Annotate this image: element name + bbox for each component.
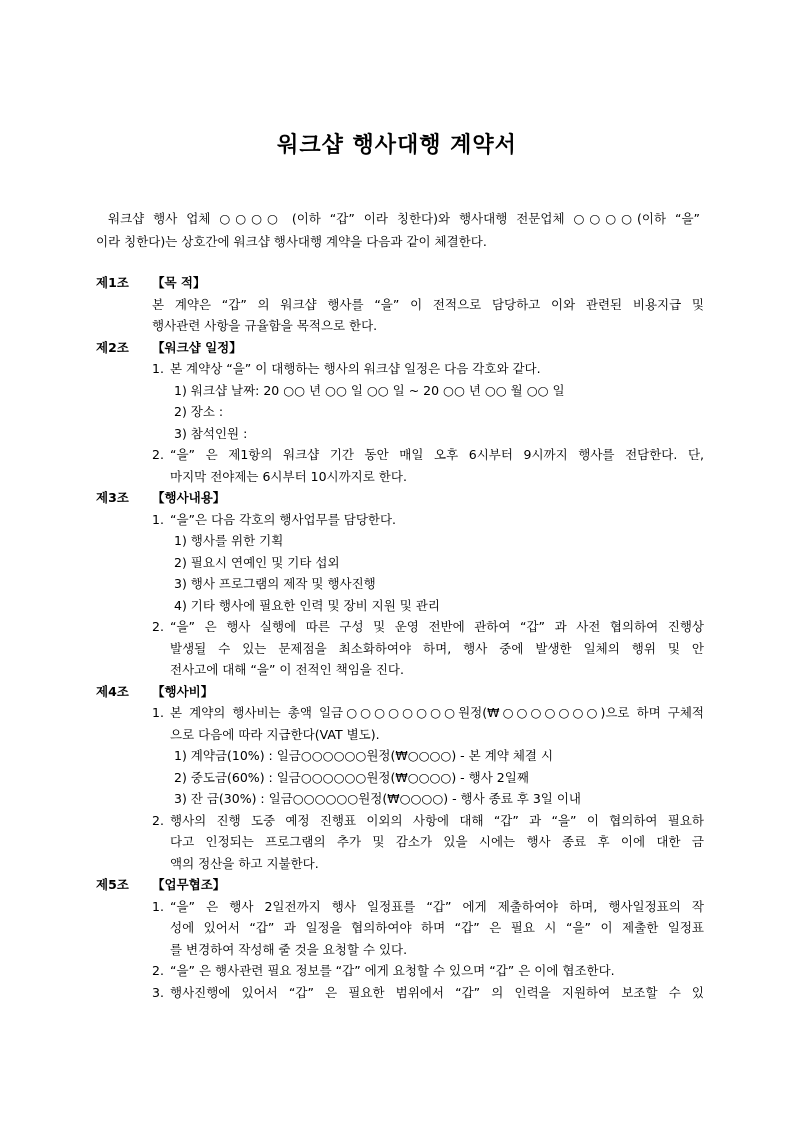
article-title: 【목 적】 <box>152 275 206 290</box>
article-title: 【행사내용】 <box>152 490 226 505</box>
articles <box>96 272 704 1003</box>
clause-text: 행사진행에 있어서 “갑” 은 필요한 범위에서 “갑” 의 인력을 지원하여 보조할 수 있 <box>170 984 704 1000</box>
clause <box>96 810 704 832</box>
clause-text: “을” 은 행사 2일전까지 행사 일정표를 “갑” 에게 제출하여야 하며, 행사일정표의 작 <box>170 898 704 914</box>
clause <box>96 509 704 531</box>
clause <box>96 358 704 380</box>
clause-text: 마지막 전야제는 6시부터 10시까지로 한다. <box>170 468 407 484</box>
article-number: 제3조 <box>96 490 129 505</box>
article-heading <box>96 272 704 294</box>
clause-text: 액의 정산을 하고 지불한다. <box>170 855 319 871</box>
sub-item: 2) 장소 : <box>174 404 224 419</box>
clause-text: “을” 은 행사 실행에 따른 구성 및 운영 전반에 관하여 “갑” 과 사전 협의하여 진행상 <box>170 619 704 634</box>
article-number: 제5조 <box>96 877 129 892</box>
preamble-line: 이라 칭한다)는 상호간에 워크샵 행사대행 계약을 다음과 같이 체결한다. <box>96 234 487 249</box>
clause-text: 다고 인정되는 프로그램의 추가 및 감소가 있을 시에는 행사 종료 후 이에 대한 금 <box>170 834 704 849</box>
article-number: 제2조 <box>96 339 129 355</box>
sub-item: 4) 기타 행사에 필요한 인력 및 장비 지원 및 관리 <box>174 597 440 613</box>
clause-marker: 1. <box>152 898 164 914</box>
clause-text: 으로 다음에 따라 지급한다(VAT 별도). <box>170 726 380 742</box>
clause-text: “을” 은 행사관련 필요 정보를 “갑” 에게 요청할 수 있으며 “갑” 은 이에 협조한다. <box>170 963 615 978</box>
clause-marker: 1. <box>152 361 164 376</box>
clause <box>96 444 704 466</box>
clause <box>96 896 704 918</box>
clause-marker: 2. <box>152 619 164 634</box>
clause-text: “을”은 다음 각호의 행사업무를 담당한다. <box>170 511 397 527</box>
clause-text: 전사고에 대해 “을” 이 전적인 책임을 진다. <box>170 662 404 677</box>
article-title: 【업무협조】 <box>152 877 226 892</box>
article-title: 【행사비】 <box>152 683 214 699</box>
article-title: 【워크샵 일정】 <box>152 339 242 355</box>
article-heading <box>96 487 704 509</box>
clause <box>96 960 704 982</box>
document-title: 워크샵 행사대행 계약서 <box>277 133 517 158</box>
clause-marker: 3. <box>152 984 164 1000</box>
preamble <box>96 207 700 253</box>
clause-text: 행사의 진행 도중 예정 진행표 이외의 사항에 대해 “갑” 과 “을” 이 협의하여 필요하 <box>170 812 704 828</box>
article-heading <box>96 337 704 359</box>
clause-text: 성에 있어서 “갑” 과 일정을 협의하여야 하며 “갑” 은 필요 시 “을” 이 제출한 일정표 <box>170 920 704 935</box>
sub-item: 2) 필요시 연예인 및 기타 섭외 <box>174 554 340 570</box>
clause-marker: 1. <box>152 705 164 720</box>
sub-item: 1) 행사를 위한 기획 <box>174 533 284 548</box>
sub-item: 3) 행사 프로그램의 제작 및 행사진행 <box>174 576 376 591</box>
clause <box>96 616 704 638</box>
sub-item: 3) 잔 금(30%) : 일금○○○○○○원정(₩○○○○) - 행사 종료 후 3일 이내 <box>174 791 582 806</box>
preamble-line: 워크샵 행사 업체 ○○○○ (이하 “갑” 이라 칭한다)와 행사대행 전문업체 ○○○○(이하 “을” <box>108 211 700 226</box>
clause-marker: 2. <box>152 812 164 828</box>
clause <box>96 982 704 1004</box>
sub-item: 1) 계약금(10%) : 일금○○○○○○원정(₩○○○○) - 본 계약 체결 시 <box>174 748 554 763</box>
clause-text: 발생될 수 있는 문제점을 최소화하여야 하며, 행사 중에 발생한 일체의 행위 및 안 <box>170 640 704 656</box>
article-number: 제1조 <box>96 275 129 290</box>
article-number: 제4조 <box>96 683 129 699</box>
clause-text: 본 계약의 행사비는 총액 일금○○○○○○○○원정(₩○○○○○○○)으로 하며 구체적 <box>170 705 704 720</box>
clause-marker: 2. <box>152 447 164 462</box>
clause-text: “을” 은 제1항의 워크샵 기간 동안 매일 오후 6시부터 9시까지 행사를 전담한다. 단, <box>170 447 704 462</box>
sub-item: 2) 중도금(60%) : 일금○○○○○○원정(₩○○○○) - 행사 2일째 <box>174 769 529 785</box>
clause-marker: 2. <box>152 963 164 978</box>
article-text: 행사관련 사항을 규율함을 목적으로 한다. <box>152 318 378 333</box>
article-heading <box>96 874 704 896</box>
clause-text: 를 변경하여 작성해 줄 것을 요청할 수 있다. <box>170 941 408 957</box>
sub-item: 3) 참석인원 : <box>174 425 248 441</box>
sub-item: 1) 워크샵 날짜: 20 ○○ 년 ○○ 일 ○○ 일 ~ 20 ○○ 년 ○○ 월 ○○ 일 <box>174 382 565 398</box>
article-heading <box>96 681 704 703</box>
article-text: 본 계약은 “갑” 의 워크샵 행사를 “을” 이 전적으로 담당하고 이와 관련된 비용지급 및 <box>152 296 704 312</box>
clause <box>96 702 704 724</box>
clause-text: 본 계약상 “을” 이 대행하는 행사의 워크샵 일정은 다음 각호와 같다. <box>170 361 541 376</box>
clause-marker: 1. <box>152 511 164 527</box>
